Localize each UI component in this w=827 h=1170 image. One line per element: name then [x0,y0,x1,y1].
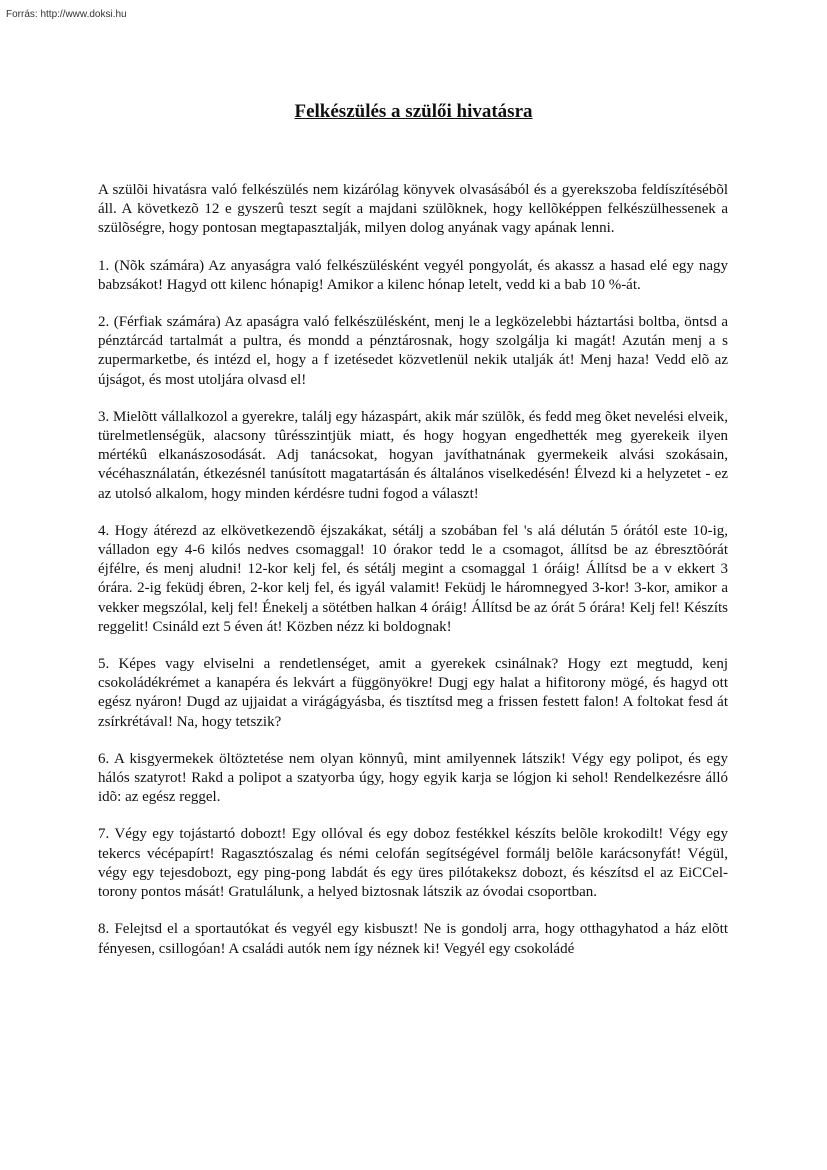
paragraph-7: 7. Végy egy tojástartó dobozt! Egy ollóval és egy doboz festékkel készíts belõle krokodilt! Végy egy tekercs vécépapírt! Ragasztószalag és némi celofán segítségével formálj belõle karácsonyfát! Végül, végy egy tejesdobozt, egy ping-pong labdát és egy üres pilótakeksz dobozt, és készítsd el az EiCCel-torony pontos mását! Gratulálunk, a helyed biztosnak látszik az óvodai csoportban. [98,826,728,901]
paragraph-6: 6. A kisgyermekek öltöztetése nem olyan könnyû, mint amilyennek látszik! Végy egy polipot, és egy hálós szatyrot! Rakd a polipot a szatyorba úgy, hogy egyik karja se lógjon ki sehol! Rendelkezésre álló idõ: az egész reggel. [98,750,728,806]
document-body [98,181,728,959]
source-note: Forrás: http://www.doksi.hu [6,9,127,20]
paragraph-8: 8. Felejtsd el a sportautókat és vegyél egy kisbuszt! Ne is gondolj arra, hogy otthagyhatod a ház elõtt fényesen, csillogóan! A családi autók nem így néznek ki! Vegyél egy csokoládé [98,921,728,957]
document-title: Felkészülés a szülői hivatásra [294,101,533,122]
intro-paragraph: A szülõi hivatásra való felkészülés nem kizárólag könyvek olvasásából és a gyerekszoba feldíszítésébõl áll. A következõ 12 e gyszerû teszt segít a majdani szülõknek, hogy kellõképpen felkészülhessenek a szülõségre, hogy pontosan megtapasztalják, milyen dolog anyának vagy apának lenni. [98,182,728,237]
paragraph-5: 5. Képes vagy elviselni a rendetlenséget, amit a gyerekek csinálnak? Hogy ezt megtudd, kenj csokoládékrémet a kanapéra és lekvárt a függönyökre! Dugj egy halat a hifitorony mögé, és hagyd ott egész nyáron! Dugd az ujjaidat a virágágyásba, és tisztítsd meg a frissen festett falon! A foltokat fesd át zsírkrétával! Na, hogy tetszik? [98,656,728,730]
paragraph-1: 1. (Nõk számára) Az anyaságra való felkészülésként vegyél pongyolát, és akassz a hasad elé egy nagy babzsákot! Hagyd ott kilenc hónapig! Amikor a kilenc hónap letelt, vedd ki a bab 10 %-át. [98,257,728,293]
paragraph-4: 4. Hogy átérezd az elkövetkezendõ éjszakákat, sétálj a szobában fel 's alá délután 5 órától este 10-ig, válladon egy 4-6 kilós nedves csomaggal! 10 órakor tedd le a csomagot, állítsd be az ébresztõórát éjfélre, és menj aludni! 12-kor kelj fel, és sétálj megint a csomaggal 1 óráig! Állítsd be a v ekkert 3 órára. 2-ig feküdj ébren, 2-kor kelj fel, és igyál valamit! Feküdj le háromnegyed 3-kor! 3-kor, amikor a vekker megszólal, kelj fel! Énekelj a sötétben halkan 4 óráig! Állítsd be az órát 5 órára! Kelj fel! Készíts reggelit! Csináld ezt 5 éven át! Közben nézz ki boldognak! [98,522,728,635]
paragraph-2: 2. (Férfiak számára) Az apaságra való felkészülésként, menj le a legközelebbi háztartási boltba, öntsd a pénztárcád tartalmát a pultra, és mondd a pénztárosnak, hogy szolgálja ki magát! Azután menj a s zupermarketbe, és intézd el, hogy a f izetésedet közvetlenül nekik utalják át! Menj haza! Vedd elõ az újságot, és most utoljára olvasd el! [98,314,728,388]
paragraph-3: 3. Mielõtt vállalkozol a gyerekre, találj egy házaspárt, akik már szülõk, és fedd meg õket nevelési elveik, türelmetlenségük, alacsony tûrésszintjük miatt, és hogy hogyan engedhették meg gyerekeik ilyen mértékû elkanászosodását. Adj tanácsokat, hogyan javíthatnának gyermekeik alvási szokásain, vécéhasználatán, étkezésnél tanúsított magatartásán és általános viselkedésén! Élvezd ki a helyzetet - ez az utolsó alkalom, hogy minden kérdésre tudni fogod a választ! [98,408,728,502]
